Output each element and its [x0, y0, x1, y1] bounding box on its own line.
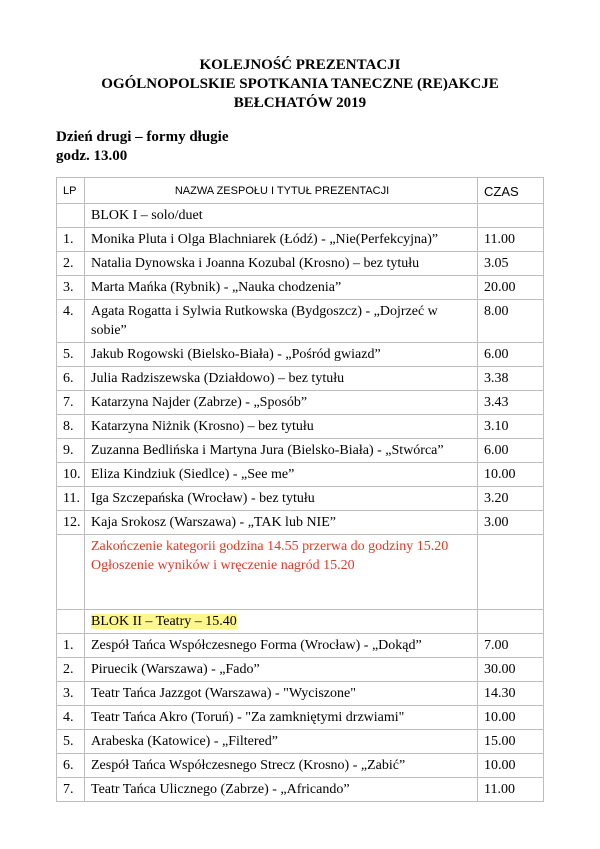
cell-lp: 10. — [57, 463, 85, 487]
cell-lp: 6. — [57, 754, 85, 778]
cell-name: Agata Rogatta i Sylwia Rutkowska (Bydgoszcz) - „Dojrzeć w sobie” — [85, 300, 478, 343]
cell-czas: 30.00 — [478, 658, 544, 682]
schedule-table — [56, 177, 544, 802]
table-row — [57, 228, 544, 252]
cell-czas: 15.00 — [478, 730, 544, 754]
block2-title-row — [57, 610, 544, 634]
cell-name: Kaja Srokosz (Warszawa) - „TAK lub NIE” — [85, 511, 478, 535]
start-time: godz. 13.00 — [56, 148, 128, 164]
table-header-row — [57, 178, 544, 204]
cell-czas: 6.00 — [478, 343, 544, 367]
cell-lp: 5. — [57, 730, 85, 754]
table-row — [57, 658, 544, 682]
table-row — [57, 463, 544, 487]
cell-czas: 3.10 — [478, 415, 544, 439]
cell-czas: 11.00 — [478, 778, 544, 802]
cell-name: Eliza Kindziuk (Siedlce) - „See me” — [85, 463, 478, 487]
title-line-3: BEŁCHATÓW 2019 — [233, 95, 367, 111]
cell-name: Teatr Tańca Ulicznego (Zabrze) - „Africando” — [85, 778, 478, 802]
cell-name: Zespół Tańca Współczesnego Strecz (Krosno) - „Zabić” — [85, 754, 478, 778]
cell-lp: 1. — [57, 634, 85, 658]
title-line-1: KOLEJNOŚĆ PREZENTACJI — [199, 57, 401, 73]
table-row — [57, 634, 544, 658]
cell-name: Marta Mańka (Rybnik) - „Nauka chodzenia” — [85, 276, 478, 300]
day-label: Dzień drugi – formy długie — [56, 129, 229, 145]
break-note-row — [57, 535, 544, 610]
cell-name: Zuzanna Bedlińska i Martyna Jura (Bielsko-Biała) - „Stwórca” — [85, 439, 478, 463]
break-note-line-2: Ogłoszenie wyników i wręczenie nagród 15.20 — [91, 558, 355, 573]
cell-czas: 20.00 — [478, 276, 544, 300]
cell-lp: 4. — [57, 300, 85, 343]
table-row — [57, 252, 544, 276]
cell-czas: 3.43 — [478, 391, 544, 415]
break-note-line-1: Zakończenie kategorii godzina 14.55 przerwa do godziny 15.20 — [91, 539, 449, 554]
cell-lp: 5. — [57, 343, 85, 367]
block2-title: BLOK II – Teatry – 15.40 — [91, 614, 237, 629]
cell-name: Katarzyna Niżnik (Krosno) – bez tytułu — [85, 415, 478, 439]
cell-czas: 14.30 — [478, 682, 544, 706]
cell-name: Arabeska (Katowice) - „Filtered” — [85, 730, 478, 754]
cell-czas: 3.38 — [478, 367, 544, 391]
day-heading — [56, 128, 229, 166]
cell-lp: 3. — [57, 682, 85, 706]
table-row — [57, 300, 544, 343]
cell-czas: 10.00 — [478, 754, 544, 778]
cell-name: Zespół Tańca Współczesnego Forma (Wrocław) - „Dokąd” — [85, 634, 478, 658]
table-row — [57, 754, 544, 778]
cell-lp: 7. — [57, 391, 85, 415]
cell-lp: 2. — [57, 252, 85, 276]
cell-lp: 4. — [57, 706, 85, 730]
break-note — [85, 535, 478, 610]
cell-czas: 3.20 — [478, 487, 544, 511]
cell-czas: 11.00 — [478, 228, 544, 252]
cell-lp: 1. — [57, 228, 85, 252]
table-row — [57, 343, 544, 367]
cell-name: Teatr Tańca Jazzgot (Warszawa) - "Wyciszone" — [85, 682, 478, 706]
table-row — [57, 391, 544, 415]
table-row — [57, 439, 544, 463]
cell-name: Monika Pluta i Olga Blachniarek (Łódź) - „Nie(Perfekcyjna)” — [85, 228, 478, 252]
cell-czas: 3.05 — [478, 252, 544, 276]
block1-title-row — [57, 204, 544, 228]
cell-name: Piruecik (Warszawa) - „Fado” — [85, 658, 478, 682]
cell-czas: 10.00 — [478, 463, 544, 487]
cell-czas: 8.00 — [478, 300, 544, 343]
cell-name: Jakub Rogowski (Bielsko-Biała) - „Pośród gwiazd” — [85, 343, 478, 367]
cell-name: Iga Szczepańska (Wrocław) - bez tytułu — [85, 487, 478, 511]
table-row — [57, 682, 544, 706]
cell-lp: 3. — [57, 276, 85, 300]
table-row — [57, 415, 544, 439]
cell-czas: 7.00 — [478, 634, 544, 658]
cell-lp: 8. — [57, 415, 85, 439]
title-line-2: OGÓLNOPOLSKIE SPOTKANIA TANECZNE (RE)AKCJE — [101, 76, 499, 92]
cell-name: Julia Radziszewska (Działdowo) – bez tytułu — [85, 367, 478, 391]
table-row — [57, 276, 544, 300]
cell-name: Natalia Dynowska i Joanna Kozubal (Krosno) – bez tytułu — [85, 252, 478, 276]
table-row — [57, 778, 544, 802]
header-lp: LP — [57, 178, 85, 204]
cell-name: Katarzyna Najder (Zabrze) - „Sposób” — [85, 391, 478, 415]
cell-lp: 6. — [57, 367, 85, 391]
cell-czas: 6.00 — [478, 439, 544, 463]
header-name: NAZWA ZESPOŁU I TYTUŁ PREZENTACJI — [85, 178, 478, 204]
document-title — [0, 56, 600, 113]
table-row — [57, 487, 544, 511]
table-row — [57, 511, 544, 535]
cell-lp: 9. — [57, 439, 85, 463]
cell-czas: 10.00 — [478, 706, 544, 730]
cell-lp: 2. — [57, 658, 85, 682]
block1-title: BLOK I – solo/duet — [85, 204, 478, 228]
cell-lp: 12. — [57, 511, 85, 535]
cell-czas: 3.00 — [478, 511, 544, 535]
cell-name: Teatr Tańca Akro (Toruń) - "Za zamkniętymi drzwiami" — [85, 706, 478, 730]
table-row — [57, 367, 544, 391]
header-czas: CZAS — [478, 178, 544, 204]
cell-lp: 7. — [57, 778, 85, 802]
table-row — [57, 730, 544, 754]
table-row — [57, 706, 544, 730]
cell-lp: 11. — [57, 487, 85, 511]
